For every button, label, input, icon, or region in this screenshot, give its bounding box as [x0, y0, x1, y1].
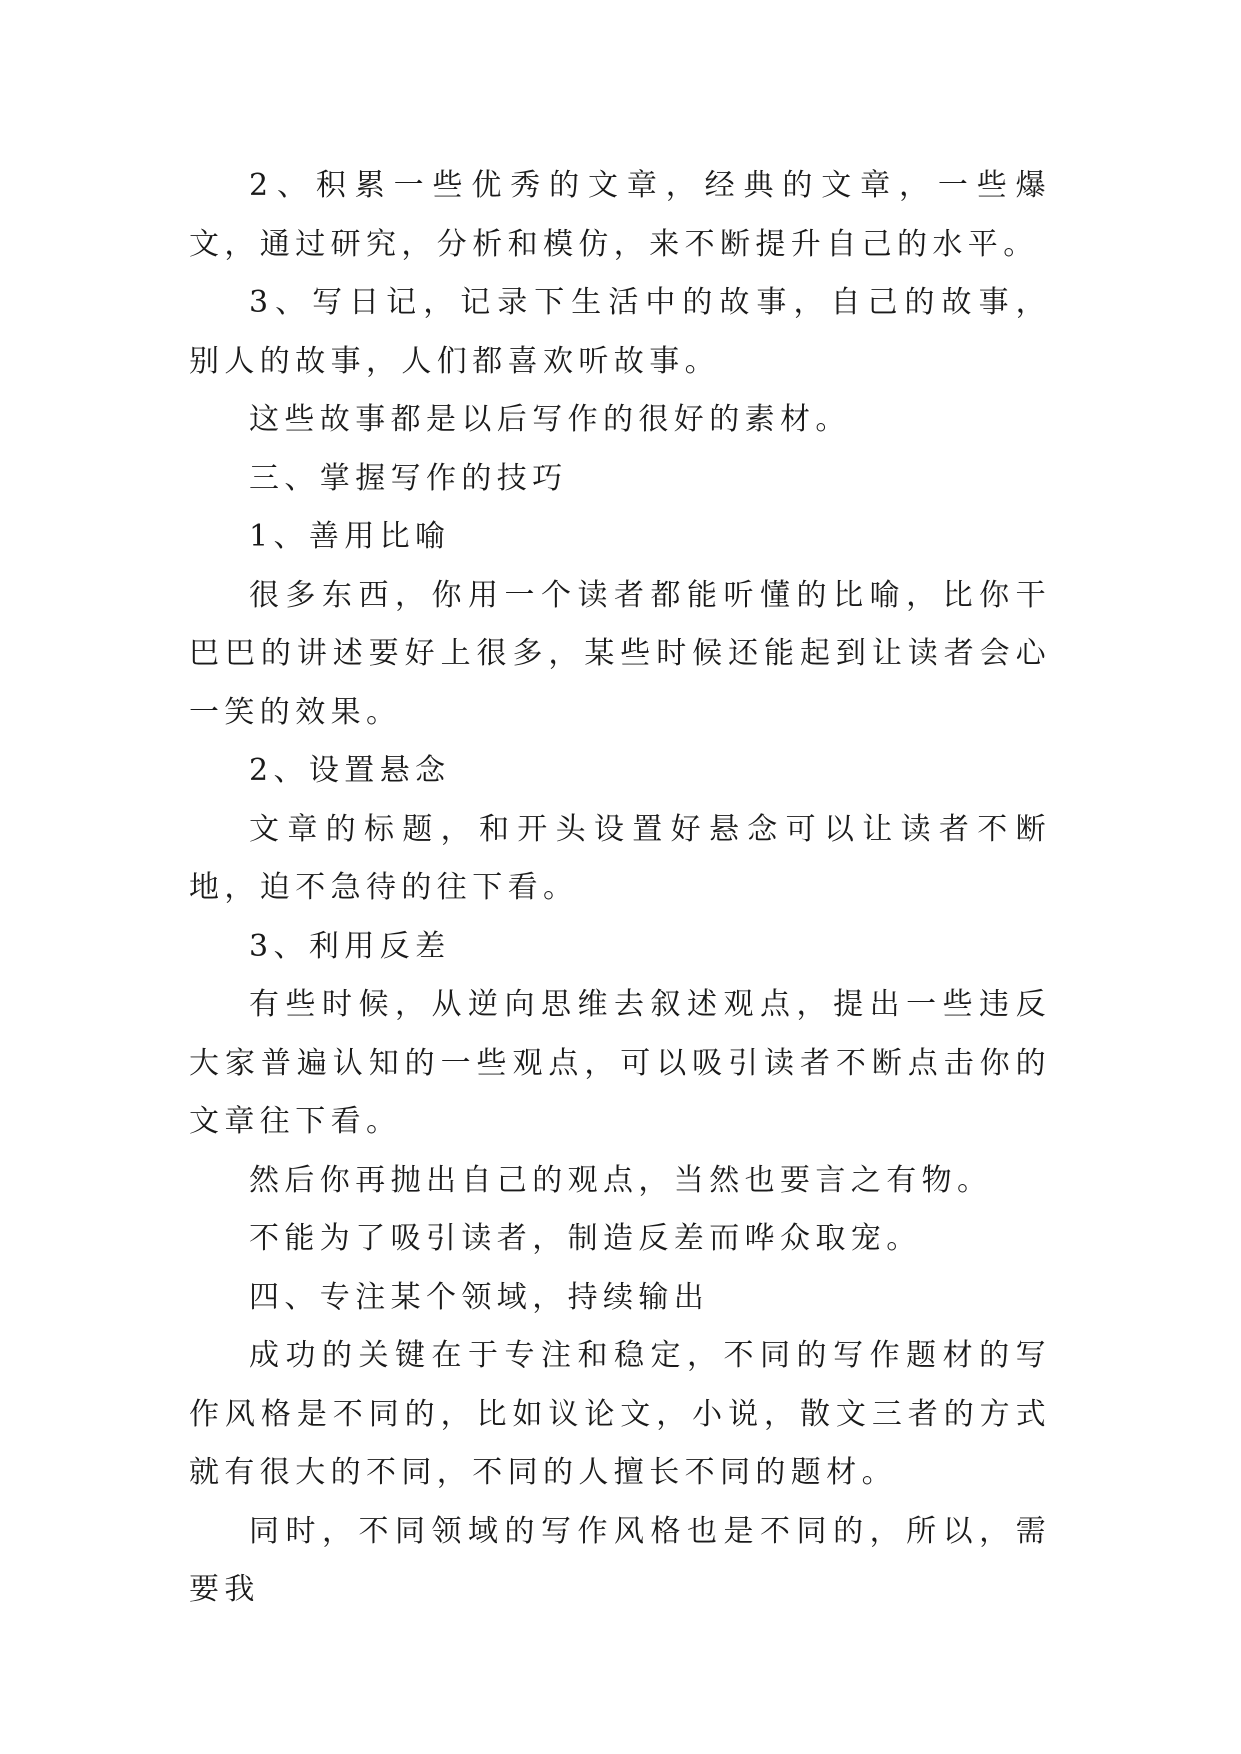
paragraph-domain-styles: 同时，不同领域的写作风格也是不同的，所以，需要我: [189, 1513, 1051, 1607]
paragraph-metaphor: 很多东西，你用一个读者都能听懂的比喻，比你干巴巴的讲述要好上很多，某些时候还能起到让读者会心一笑的效果。: [189, 577, 1051, 730]
paragraph-own-viewpoint: 然后你再抛出自己的观点，当然也要言之有物。: [249, 1162, 993, 1198]
subheading-contrast: 3、利用反差: [249, 928, 451, 964]
paragraph-suspense: 文章的标题，和开头设置好悬念可以让读者不断地，迫不急待的往下看。: [189, 811, 1051, 905]
paragraph-no-sensationalism: 不能为了吸引读者，制造反差而哗众取宠。: [249, 1221, 922, 1256]
paragraph-focus-stability: 成功的关键在于专注和稳定，不同的写作题材的写作风格是不同的，比如议论文，小说，散文三者的方式就有很大的不同，不同的人擅长不同的题材。: [189, 1338, 1051, 1490]
paragraph-write-diary: 3、写日记，记录下生活中的故事，自己的故事，别人的故事，人们都喜欢听故事。: [189, 285, 1051, 379]
section-heading-writing-skills: 三、掌握写作的技巧: [249, 460, 568, 496]
paragraph-contrast: 有些时候，从逆向思维去叙述观点，提出一些违反大家普遍认知的一些观点，可以吸引读者不断点击你的文章往下看。: [189, 987, 1051, 1139]
subheading-metaphor: 1、善用比喻: [249, 519, 451, 554]
paragraph-stories-material: 这些故事都是以后写作的很好的素材。: [249, 402, 851, 437]
subheading-suspense: 2、设置悬念: [249, 753, 451, 788]
section-heading-focus-domain: 四、专注某个领域，持续输出: [249, 1279, 710, 1315]
document-body: [189, 157, 1051, 1620]
paragraph-accumulate-articles: 2、积累一些优秀的文章，经典的文章，一些爆文，通过研究，分析和模仿，来不断提升自己的水平。: [189, 168, 1051, 262]
